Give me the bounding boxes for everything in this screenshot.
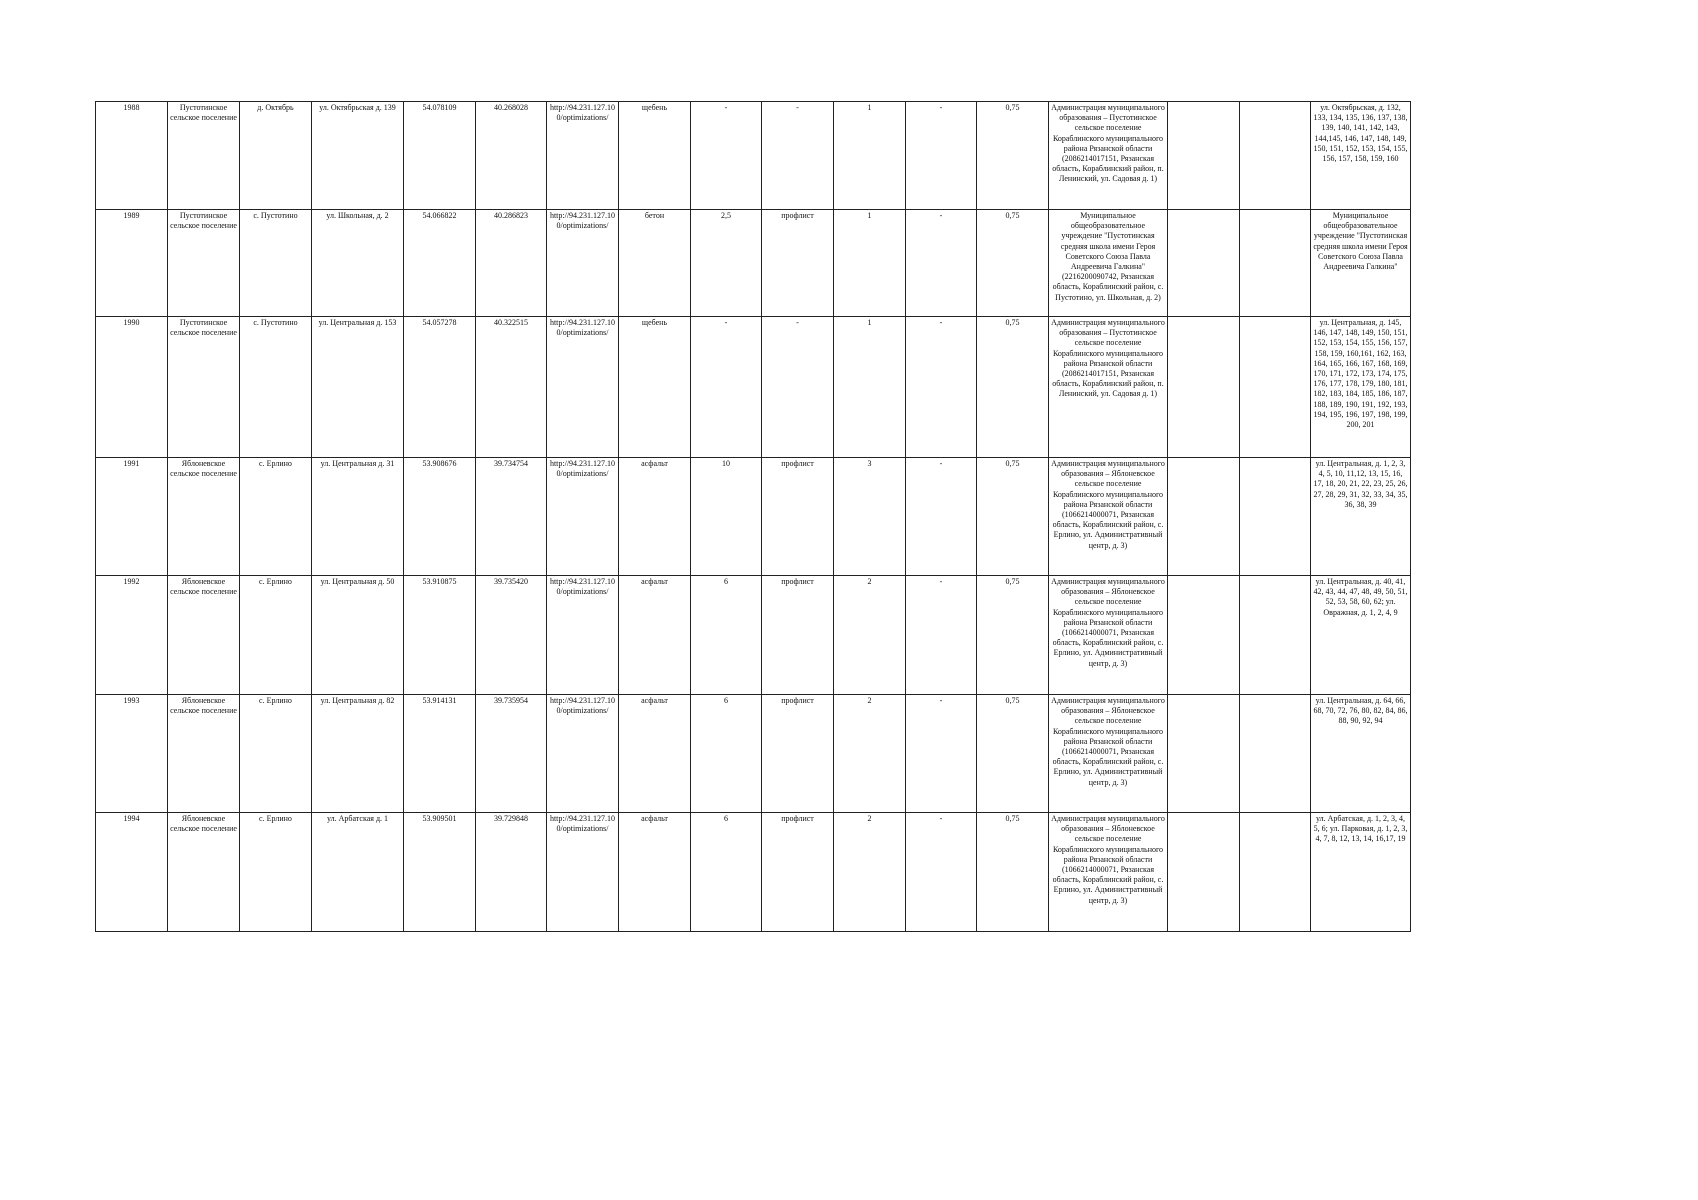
served-objects-cell: ул. Центральная, д. 64, 66, 68, 70, 72, 76, 80, 82, 84, 86, 88, 90, 92, 94 — [1311, 695, 1411, 813]
owner-cell: Муниципальное общеобразовательное учреждение "Пустотинская средняя школа имени Героя Советского Союза Павла Андреевича Галкина" (2216200090742, Рязанская область, Кораблинский район, с. Пустотино, ул. Школьная, д. 2) — [1049, 210, 1168, 317]
owner-cell: Администрация муниципального образования – Пустотинское сельское поселение Кораблинского муниципального района Рязанской области (2086214017151, Рязанская область, Кораблинский район, п. Ленинский, ул. Садовая д. 1) — [1049, 317, 1168, 458]
row-number-cell: 1988 — [96, 102, 168, 210]
served-objects-cell: ул. Центральная, д. 40, 41, 42, 43, 44, 47, 48, 49, 50, 51, 52, 53, 58, 60, 62; ул. Овражная, д. 1, 2, 4, 9 — [1311, 576, 1411, 695]
row-number-cell: 1989 — [96, 210, 168, 317]
empty-dash-cell: - — [906, 317, 977, 458]
surface-cell: бетон — [619, 210, 691, 317]
container-volume-cell: 0,75 — [977, 102, 1049, 210]
area-cell: 10 — [691, 458, 762, 576]
container-volume-cell: 0,75 — [977, 695, 1049, 813]
containers-count-cell: 3 — [834, 458, 906, 576]
table-row — [96, 210, 1411, 317]
owner-cell: Администрация муниципального образования – Пустотинское сельское поселение Кораблинского муниципального района Рязанской области (2086214017151, Рязанская область, Кораблинский район, п. Ленинский, ул. Садовая д. 1) — [1049, 102, 1168, 210]
locality-cell: с. Пустотино — [240, 317, 312, 458]
blank-cell-2 — [1240, 317, 1311, 458]
blank-cell — [1168, 210, 1240, 317]
fence-cell: профлист — [762, 210, 834, 317]
area-cell: - — [691, 317, 762, 458]
area-cell: 6 — [691, 695, 762, 813]
settlement-cell: Яблоневское сельское поселение — [168, 813, 240, 932]
map-link-cell[interactable]: http://94.231.127.100/optimizations/ — [547, 813, 619, 932]
row-number-cell: 1994 — [96, 813, 168, 932]
owner-cell: Администрация муниципального образования – Яблоневское сельское поселение Кораблинского муниципального района Рязанской области (1066214000071, Рязанская область, Кораблинский район, с. Ерлино, ул. Административный центр, д. 3) — [1049, 813, 1168, 932]
surface-cell: асфальт — [619, 813, 691, 932]
row-number-cell: 1990 — [96, 317, 168, 458]
latitude-cell: 53.910875 — [404, 576, 476, 695]
blank-cell-2 — [1240, 695, 1311, 813]
map-link-cell[interactable]: http://94.231.127.100/optimizations/ — [547, 210, 619, 317]
locality-cell: д. Октябрь — [240, 102, 312, 210]
area-cell: 6 — [691, 813, 762, 932]
table-row — [96, 695, 1411, 813]
row-number-cell: 1991 — [96, 458, 168, 576]
container-volume-cell: 0,75 — [977, 458, 1049, 576]
settlement-cell: Яблоневское сельское поселение — [168, 695, 240, 813]
latitude-cell: 54.057278 — [404, 317, 476, 458]
blank-cell — [1168, 458, 1240, 576]
blank-cell-2 — [1240, 576, 1311, 695]
settlement-cell: Пустотинское сельское поселение — [168, 102, 240, 210]
surface-cell: щебень — [619, 317, 691, 458]
settlement-cell: Пустотинское сельское поселение — [168, 317, 240, 458]
table-row — [96, 102, 1411, 210]
address-cell: ул. Центральная д. 50 — [312, 576, 404, 695]
served-objects-cell: ул. Арбатская, д. 1, 2, 3, 4, 5, 6; ул. Парковая, д. 1, 2, 3, 4, 7, 8, 12, 13, 14, 16,17, 19 — [1311, 813, 1411, 932]
owner-cell: Администрация муниципального образования – Яблоневское сельское поселение Кораблинского муниципального района Рязанской области (1066214000071, Рязанская область, Кораблинский район, с. Ерлино, ул. Административный центр, д. 3) — [1049, 458, 1168, 576]
fence-cell: профлист — [762, 576, 834, 695]
empty-dash-cell: - — [906, 695, 977, 813]
latitude-cell: 53.914131 — [404, 695, 476, 813]
settlement-cell: Яблоневское сельское поселение — [168, 458, 240, 576]
containers-count-cell: 2 — [834, 576, 906, 695]
longitude-cell: 39.734754 — [476, 458, 547, 576]
registry-table — [95, 101, 1411, 932]
locality-cell: с. Ерлино — [240, 458, 312, 576]
container-volume-cell: 0,75 — [977, 576, 1049, 695]
latitude-cell: 53.908676 — [404, 458, 476, 576]
longitude-cell: 40.322515 — [476, 317, 547, 458]
address-cell: ул. Центральная д. 153 — [312, 317, 404, 458]
blank-cell-2 — [1240, 458, 1311, 576]
latitude-cell: 53.909501 — [404, 813, 476, 932]
address-cell: ул. Школьная, д. 2 — [312, 210, 404, 317]
containers-count-cell: 1 — [834, 210, 906, 317]
table-row — [96, 458, 1411, 576]
fence-cell: профлист — [762, 695, 834, 813]
locality-cell: с. Пустотино — [240, 210, 312, 317]
table-row — [96, 317, 1411, 458]
latitude-cell: 54.066822 — [404, 210, 476, 317]
table-body — [96, 102, 1411, 932]
blank-cell-2 — [1240, 102, 1311, 210]
table-row — [96, 576, 1411, 695]
map-link-cell[interactable]: http://94.231.127.100/optimizations/ — [547, 317, 619, 458]
area-cell: 6 — [691, 576, 762, 695]
address-cell: ул. Центральная д. 31 — [312, 458, 404, 576]
area-cell: 2,5 — [691, 210, 762, 317]
empty-dash-cell: - — [906, 458, 977, 576]
settlement-cell: Пустотинское сельское поселение — [168, 210, 240, 317]
longitude-cell: 40.286823 — [476, 210, 547, 317]
containers-count-cell: 2 — [834, 695, 906, 813]
address-cell: ул. Арбатская д. 1 — [312, 813, 404, 932]
served-objects-cell: ул. Центральная, д. 1, 2, 3, 4, 5, 10, 11,12, 13, 15, 16, 17, 18, 20, 21, 22, 23, 25, 26, 27, 28, 29, 31, 32, 33, 34, 35, 36, 38, 39 — [1311, 458, 1411, 576]
map-link-cell[interactable]: http://94.231.127.100/optimizations/ — [547, 458, 619, 576]
blank-cell — [1168, 813, 1240, 932]
empty-dash-cell: - — [906, 210, 977, 317]
address-cell: ул. Центральная д. 82 — [312, 695, 404, 813]
row-number-cell: 1992 — [96, 576, 168, 695]
containers-count-cell: 2 — [834, 813, 906, 932]
owner-cell: Администрация муниципального образования – Яблоневское сельское поселение Кораблинского муниципального района Рязанской области (1066214000071, Рязанская область, Кораблинский район, с. Ерлино, ул. Административный центр, д. 3) — [1049, 695, 1168, 813]
blank-cell — [1168, 317, 1240, 458]
longitude-cell: 39.729848 — [476, 813, 547, 932]
container-volume-cell: 0,75 — [977, 317, 1049, 458]
map-link-cell[interactable]: http://94.231.127.100/optimizations/ — [547, 102, 619, 210]
empty-dash-cell: - — [906, 576, 977, 695]
surface-cell: асфальт — [619, 695, 691, 813]
map-link-cell[interactable]: http://94.231.127.100/optimizations/ — [547, 695, 619, 813]
address-cell: ул. Октябрьская д. 139 — [312, 102, 404, 210]
empty-dash-cell: - — [906, 813, 977, 932]
area-cell: - — [691, 102, 762, 210]
surface-cell: щебень — [619, 102, 691, 210]
settlement-cell: Яблоневское сельское поселение — [168, 576, 240, 695]
served-objects-cell: ул. Октябрьская, д. 132, 133, 134, 135, 136, 137, 138, 139, 140, 141, 142, 143, 144,145, 146, 147, 148, 149, 150, 151, 152, 153, 154, 155, 156, 157, 158, 159, 160 — [1311, 102, 1411, 210]
blank-cell-2 — [1240, 210, 1311, 317]
map-link-cell[interactable]: http://94.231.127.100/optimizations/ — [547, 576, 619, 695]
container-volume-cell: 0,75 — [977, 813, 1049, 932]
locality-cell: с. Ерлино — [240, 695, 312, 813]
blank-cell — [1168, 576, 1240, 695]
fence-cell: профлист — [762, 458, 834, 576]
blank-cell-2 — [1240, 813, 1311, 932]
surface-cell: асфальт — [619, 458, 691, 576]
fence-cell: - — [762, 317, 834, 458]
container-volume-cell: 0,75 — [977, 210, 1049, 317]
latitude-cell: 54.078109 — [404, 102, 476, 210]
empty-dash-cell: - — [906, 102, 977, 210]
containers-count-cell: 1 — [834, 102, 906, 210]
fence-cell: - — [762, 102, 834, 210]
locality-cell: с. Ерлино — [240, 813, 312, 932]
longitude-cell: 39.735954 — [476, 695, 547, 813]
containers-count-cell: 1 — [834, 317, 906, 458]
blank-cell — [1168, 102, 1240, 210]
surface-cell: асфальт — [619, 576, 691, 695]
row-number-cell: 1993 — [96, 695, 168, 813]
served-objects-cell: Муниципальное общеобразовательное учреждение "Пустотинская средняя школа имени Героя Советского Союза Павла Андреевича Галкина" — [1311, 210, 1411, 317]
owner-cell: Администрация муниципального образования – Яблоневское сельское поселение Кораблинского муниципального района Рязанской области (1066214000071, Рязанская область, Кораблинский район, с. Ерлино, ул. Административный центр, д. 3) — [1049, 576, 1168, 695]
longitude-cell: 40.268028 — [476, 102, 547, 210]
locality-cell: с. Ерлино — [240, 576, 312, 695]
longitude-cell: 39.735420 — [476, 576, 547, 695]
table-row — [96, 813, 1411, 932]
served-objects-cell: ул. Центральная, д. 145, 146, 147, 148, 149, 150, 151, 152, 153, 154, 155, 156, 157, 158, 159, 160,161, 162, 163, 164, 165, 166, 167, 168, 169, 170, 171, 172, 173, 174, 175, 176, 177, 178, 179, 180, 181, 182, 183, 184, 185, 186, 187, 188, 189, 190, 191, 192, 193, 194, 195, 196, 197, 198, 199, 200, 201 — [1311, 317, 1411, 458]
fence-cell: профлист — [762, 813, 834, 932]
blank-cell — [1168, 695, 1240, 813]
